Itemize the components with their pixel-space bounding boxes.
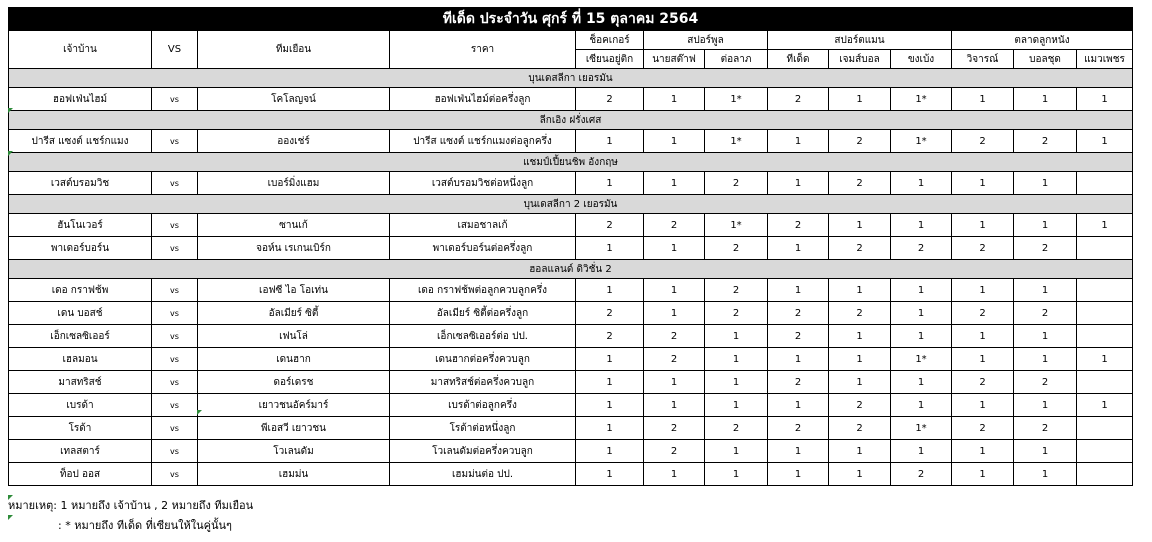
- tipster-pick: 1: [952, 172, 1014, 195]
- header-group-football-market: ตลาดลูกหนัง: [952, 31, 1133, 50]
- tipster-pick: 1: [1014, 440, 1077, 463]
- match-row: [9, 302, 1133, 325]
- home-team: ฮอฟเฟ่นไฮม์: [9, 88, 152, 111]
- tipster-pick: 1: [829, 463, 891, 486]
- away-team: โวเลนดัม: [198, 440, 390, 463]
- tipster-pick: 1: [705, 371, 768, 394]
- tipster-pick: [1077, 237, 1133, 260]
- tipster-pick: 1: [952, 279, 1014, 302]
- tipster-pick: 1: [952, 463, 1014, 486]
- tipster-pick: 2: [952, 371, 1014, 394]
- away-team: โคโลญจน์: [198, 88, 390, 111]
- tipster-pick: 1: [705, 325, 768, 348]
- vs-label: vs: [152, 371, 198, 394]
- price-handicap: โรด้าต่อหนึ่งลูก: [390, 417, 576, 440]
- sheet-title: ทีเด็ด ประจำวัน ศุกร์ ที่ 15 ตุลาคม 2564: [9, 8, 1133, 31]
- price-handicap: เดอ กราฟช้พต่อลูกควบลูกครึ่ง: [390, 279, 576, 302]
- home-team: เดอ กราฟช้พ: [9, 279, 152, 302]
- vs-label: vs: [152, 394, 198, 417]
- tipster-pick: 1: [576, 348, 644, 371]
- tipster-pick: 2: [768, 371, 829, 394]
- comment-marker: [8, 151, 13, 156]
- match-row: [9, 172, 1133, 195]
- price-handicap: เวสต์บรอมวิชต่อหนึ่งลูก: [390, 172, 576, 195]
- tipster-pick: 2: [644, 325, 705, 348]
- tipster-pick: 1: [829, 279, 891, 302]
- header-tipster: เซียนอยู่ติก: [576, 50, 644, 69]
- tipster-pick: 1: [1077, 394, 1133, 417]
- tipster-pick: 1: [829, 325, 891, 348]
- away-team: เดนฮาก: [198, 348, 390, 371]
- vs-label: vs: [152, 348, 198, 371]
- match-row: [9, 417, 1133, 440]
- match-row: [9, 237, 1133, 260]
- tipster-pick: 1: [576, 394, 644, 417]
- away-team: เฟนโล่: [198, 325, 390, 348]
- tipster-pick: 2: [952, 237, 1014, 260]
- vs-label: vs: [152, 463, 198, 486]
- tipster-pick: 1*: [705, 130, 768, 153]
- away-team: อัลเมียร์ ซิตี้: [198, 302, 390, 325]
- tipster-pick: 1: [829, 348, 891, 371]
- tipster-pick: 2: [829, 417, 891, 440]
- tipster-pick: 1: [1014, 279, 1077, 302]
- tipster-pick: 2: [644, 440, 705, 463]
- header-group-sportsman: สปอร์ตแมน: [768, 31, 952, 50]
- tipster-pick: 1: [576, 440, 644, 463]
- tipster-pick: 1: [1014, 325, 1077, 348]
- match-row: [9, 348, 1133, 371]
- price-handicap: เดนฮากต่อครึ่งควบลูก: [390, 348, 576, 371]
- tipster-pick: 1*: [891, 417, 952, 440]
- tipster-pick: 1: [576, 371, 644, 394]
- tipster-pick: 1: [1014, 348, 1077, 371]
- tipster-pick: 2: [952, 302, 1014, 325]
- tipster-pick: 1: [576, 279, 644, 302]
- price-handicap: อัลเมียร์ ซิตี้ต่อครึ่งลูก: [390, 302, 576, 325]
- tipster-pick: 1: [768, 394, 829, 417]
- home-team: เดน บอสช์: [9, 302, 152, 325]
- match-row: [9, 325, 1133, 348]
- tipster-pick: 2: [576, 214, 644, 237]
- tipster-pick: 1: [768, 440, 829, 463]
- tipster-pick: [1077, 371, 1133, 394]
- away-team: ดอร์เดรช: [198, 371, 390, 394]
- vs-label: vs: [152, 237, 198, 260]
- vs-label: vs: [152, 302, 198, 325]
- tipster-pick: 2: [829, 130, 891, 153]
- away-team: อองเช่ร์: [198, 130, 390, 153]
- away-team: เยาวชนอัคร์มาร์: [198, 394, 390, 417]
- tipster-pick: 1: [576, 417, 644, 440]
- tipster-pick: 1: [768, 172, 829, 195]
- tipster-pick: 1: [705, 463, 768, 486]
- home-team: เฮลมอน: [9, 348, 152, 371]
- tipster-pick: 1*: [891, 348, 952, 371]
- tipster-pick: 2: [891, 237, 952, 260]
- home-team: ท็อป ออส: [9, 463, 152, 486]
- note-star-meaning: : * หมายถึง ทีเด็ด ที่เซียนให้ในคู่นั้นๆ: [58, 519, 232, 532]
- tipster-pick: 2: [768, 417, 829, 440]
- league-name: แชมป์เปี้ยนชิพ อังกฤษ: [9, 153, 1133, 172]
- league-row: [9, 260, 1133, 279]
- tips-sheet: [8, 7, 1132, 486]
- tipster-pick: 2: [768, 325, 829, 348]
- tipster-pick: 1: [952, 214, 1014, 237]
- tipster-pick: [1077, 279, 1133, 302]
- note-legend: หมายเหตุ: 1 หมายถึง เจ้าบ้าน , 2 หมายถึง ทีมเยือน: [8, 499, 254, 512]
- tips-table-body: [9, 8, 1133, 486]
- tipster-pick: 2: [891, 463, 952, 486]
- tipster-pick: 1: [644, 302, 705, 325]
- tipster-pick: 2: [768, 88, 829, 111]
- tipster-pick: 1: [891, 371, 952, 394]
- tipster-pick: 2: [1014, 237, 1077, 260]
- tipster-pick: 1: [1077, 88, 1133, 111]
- away-team: เบอร์มิ่งแฮม: [198, 172, 390, 195]
- header-price: ราคา: [390, 31, 576, 69]
- league-row: [9, 69, 1133, 88]
- league-name: บุนเดสลีกา เยอรมัน: [9, 69, 1133, 88]
- header-tipster: ขงเบ้ง: [891, 50, 952, 69]
- tipster-pick: 2: [576, 302, 644, 325]
- tipster-pick: 1: [644, 172, 705, 195]
- home-team: เวสต์บรอมวิช: [9, 172, 152, 195]
- header-tipster: วิจารณ์: [952, 50, 1014, 69]
- tipster-pick: 2: [1014, 302, 1077, 325]
- away-team: เฮมม่น: [198, 463, 390, 486]
- header-away: ทีมเยือน: [198, 31, 390, 69]
- tipster-pick: 1: [891, 325, 952, 348]
- home-team: เบรด้า: [9, 394, 152, 417]
- tipster-pick: 1: [952, 394, 1014, 417]
- tipster-pick: 1: [891, 279, 952, 302]
- tipster-pick: [1077, 440, 1133, 463]
- vs-label: vs: [152, 325, 198, 348]
- match-row: [9, 394, 1133, 417]
- home-team: เทลสตาร์: [9, 440, 152, 463]
- match-row: [9, 88, 1133, 111]
- tipster-pick: 1: [644, 371, 705, 394]
- tipster-pick: 1*: [705, 214, 768, 237]
- tipster-pick: 1: [829, 214, 891, 237]
- tipster-pick: 1: [705, 394, 768, 417]
- home-team: ฮันโนเวอร์: [9, 214, 152, 237]
- tipster-pick: 2: [705, 302, 768, 325]
- home-team: พาเดอร์บอร์น: [9, 237, 152, 260]
- tipster-pick: 1: [1014, 172, 1077, 195]
- tipster-pick: 1: [644, 279, 705, 302]
- header-tipster: ทีเด็ด: [768, 50, 829, 69]
- tipster-pick: 2: [705, 417, 768, 440]
- home-team: เอ็กเซลซิเออร์: [9, 325, 152, 348]
- match-row: [9, 371, 1133, 394]
- tipster-pick: 1: [891, 394, 952, 417]
- tipster-pick: 1: [576, 172, 644, 195]
- tipster-pick: 1: [891, 302, 952, 325]
- tipster-pick: 1: [829, 440, 891, 463]
- tipster-pick: 1: [768, 279, 829, 302]
- tipster-pick: 2: [705, 172, 768, 195]
- tipster-pick: 1: [705, 348, 768, 371]
- comment-marker: [8, 515, 13, 520]
- tipster-pick: 1: [768, 463, 829, 486]
- price-handicap: เฮมม่นต่อ ปป.: [390, 463, 576, 486]
- comment-marker: [8, 495, 13, 500]
- header-tipster: เจมส์บอล: [829, 50, 891, 69]
- tipster-pick: [1077, 417, 1133, 440]
- tipster-pick: 1: [829, 371, 891, 394]
- tipster-pick: 1: [1077, 130, 1133, 153]
- tipster-pick: 1: [1077, 348, 1133, 371]
- tipster-pick: 2: [644, 417, 705, 440]
- tipster-pick: 2: [952, 130, 1014, 153]
- tipster-pick: 2: [829, 237, 891, 260]
- price-handicap: ปารีส แซงต์ แชร์กแมงต่อลูกครึ่ง: [390, 130, 576, 153]
- tipster-pick: 1: [952, 88, 1014, 111]
- tipster-pick: 1: [891, 172, 952, 195]
- tipster-pick: 2: [576, 88, 644, 111]
- match-row: [9, 214, 1133, 237]
- match-row: [9, 463, 1133, 486]
- match-row: [9, 279, 1133, 302]
- header-home: เจ้าบ้าน: [9, 31, 152, 69]
- vs-label: vs: [152, 279, 198, 302]
- tipster-pick: 1: [705, 440, 768, 463]
- header-vs: VS: [152, 31, 198, 69]
- vs-label: vs: [152, 417, 198, 440]
- tipster-pick: 1: [952, 348, 1014, 371]
- home-team: โรด้า: [9, 417, 152, 440]
- comment-marker: [8, 108, 13, 113]
- tipster-pick: 1: [952, 440, 1014, 463]
- league-name: บุนเดสลีกา 2 เยอรมัน: [9, 195, 1133, 214]
- tipster-pick: 2: [705, 237, 768, 260]
- tipster-pick: 1*: [705, 88, 768, 111]
- tipster-pick: 1: [768, 237, 829, 260]
- vs-label: vs: [152, 130, 198, 153]
- tipster-pick: 1: [768, 130, 829, 153]
- league-row: [9, 111, 1133, 130]
- vs-label: vs: [152, 88, 198, 111]
- price-handicap: เบรด้าต่อลูกครึ่ง: [390, 394, 576, 417]
- tipster-pick: 2: [768, 214, 829, 237]
- header-group-shocker: ช็อคเกอร์: [576, 31, 644, 50]
- league-row: [9, 153, 1133, 172]
- tipster-pick: 1: [576, 130, 644, 153]
- header-tipster: บอลชุด: [1014, 50, 1077, 69]
- tipster-pick: 1: [644, 88, 705, 111]
- comment-marker: [197, 410, 202, 415]
- price-handicap: โวเลนดัมต่อครึ่งควบลูก: [390, 440, 576, 463]
- vs-label: vs: [152, 214, 198, 237]
- league-row: [9, 195, 1133, 214]
- tipster-pick: 2: [829, 394, 891, 417]
- away-team: จอห์น เรเกนเบิร์ก: [198, 237, 390, 260]
- tipster-pick: 1: [1014, 88, 1077, 111]
- tipster-pick: 1: [644, 237, 705, 260]
- tipster-pick: 2: [768, 302, 829, 325]
- away-team: ซานเก้: [198, 214, 390, 237]
- tipster-pick: 2: [1014, 371, 1077, 394]
- tipster-pick: 1: [1014, 394, 1077, 417]
- tipster-pick: 1: [1077, 214, 1133, 237]
- tipster-pick: 1: [644, 463, 705, 486]
- tipster-pick: [1077, 463, 1133, 486]
- tipster-pick: [1077, 325, 1133, 348]
- tipster-pick: 1: [576, 237, 644, 260]
- price-handicap: มาสทริสช์ต่อครึ่งควบลูก: [390, 371, 576, 394]
- tipster-pick: 1: [891, 214, 952, 237]
- tipster-pick: [1077, 172, 1133, 195]
- tipster-pick: 2: [1014, 417, 1077, 440]
- tipster-pick: 1: [952, 325, 1014, 348]
- tipster-pick: 1: [768, 348, 829, 371]
- home-team: มาสทริสช์: [9, 371, 152, 394]
- tipster-pick: [1077, 302, 1133, 325]
- tipster-pick: 2: [705, 279, 768, 302]
- tipster-pick: 2: [644, 214, 705, 237]
- header-tipster: แมวเพชร: [1077, 50, 1133, 69]
- home-team: ปารีส แซงต์ แชร์กแมง: [9, 130, 152, 153]
- tipster-pick: 2: [829, 302, 891, 325]
- match-row: [9, 130, 1133, 153]
- tipster-pick: 2: [952, 417, 1014, 440]
- tipster-pick: 1*: [891, 88, 952, 111]
- tipster-pick: 2: [1014, 130, 1077, 153]
- away-team: พีเอสวี เยาวชน: [198, 417, 390, 440]
- tipster-pick: 1: [829, 88, 891, 111]
- tipster-pick: 1: [891, 440, 952, 463]
- notes: [8, 496, 253, 536]
- league-name: ลีกเอิง ฝรั่งเศส: [9, 111, 1133, 130]
- tipster-pick: 2: [644, 348, 705, 371]
- header-tipster: ต่อลาภ: [705, 50, 768, 69]
- away-team: เอฟซี ไอ โอเท่น: [198, 279, 390, 302]
- tipster-pick: 1: [1014, 463, 1077, 486]
- tipster-pick: 1: [576, 463, 644, 486]
- vs-label: vs: [152, 172, 198, 195]
- price-handicap: ฮอฟเฟ่นไฮม์ต่อครึ่งลูก: [390, 88, 576, 111]
- tipster-pick: 2: [576, 325, 644, 348]
- tipster-pick: 1: [644, 130, 705, 153]
- price-handicap: พาเดอร์บอร์นต่อครึ่งลูก: [390, 237, 576, 260]
- tipster-pick: 1: [644, 394, 705, 417]
- tipster-pick: 1: [1014, 214, 1077, 237]
- tips-table: [8, 7, 1133, 486]
- league-name: ฮอลแลนด์ ดิวิชั่น 2: [9, 260, 1133, 279]
- tipster-pick: 1*: [891, 130, 952, 153]
- match-row: [9, 440, 1133, 463]
- header-group-sporepool: สปอร์พูล: [644, 31, 768, 50]
- header-tipster: นายสต๊าฟ: [644, 50, 705, 69]
- price-handicap: เสมอชาลเก้: [390, 214, 576, 237]
- price-handicap: เอ็กเซลซิเออร์ต่อ ปป.: [390, 325, 576, 348]
- vs-label: vs: [152, 440, 198, 463]
- tipster-pick: 2: [829, 172, 891, 195]
